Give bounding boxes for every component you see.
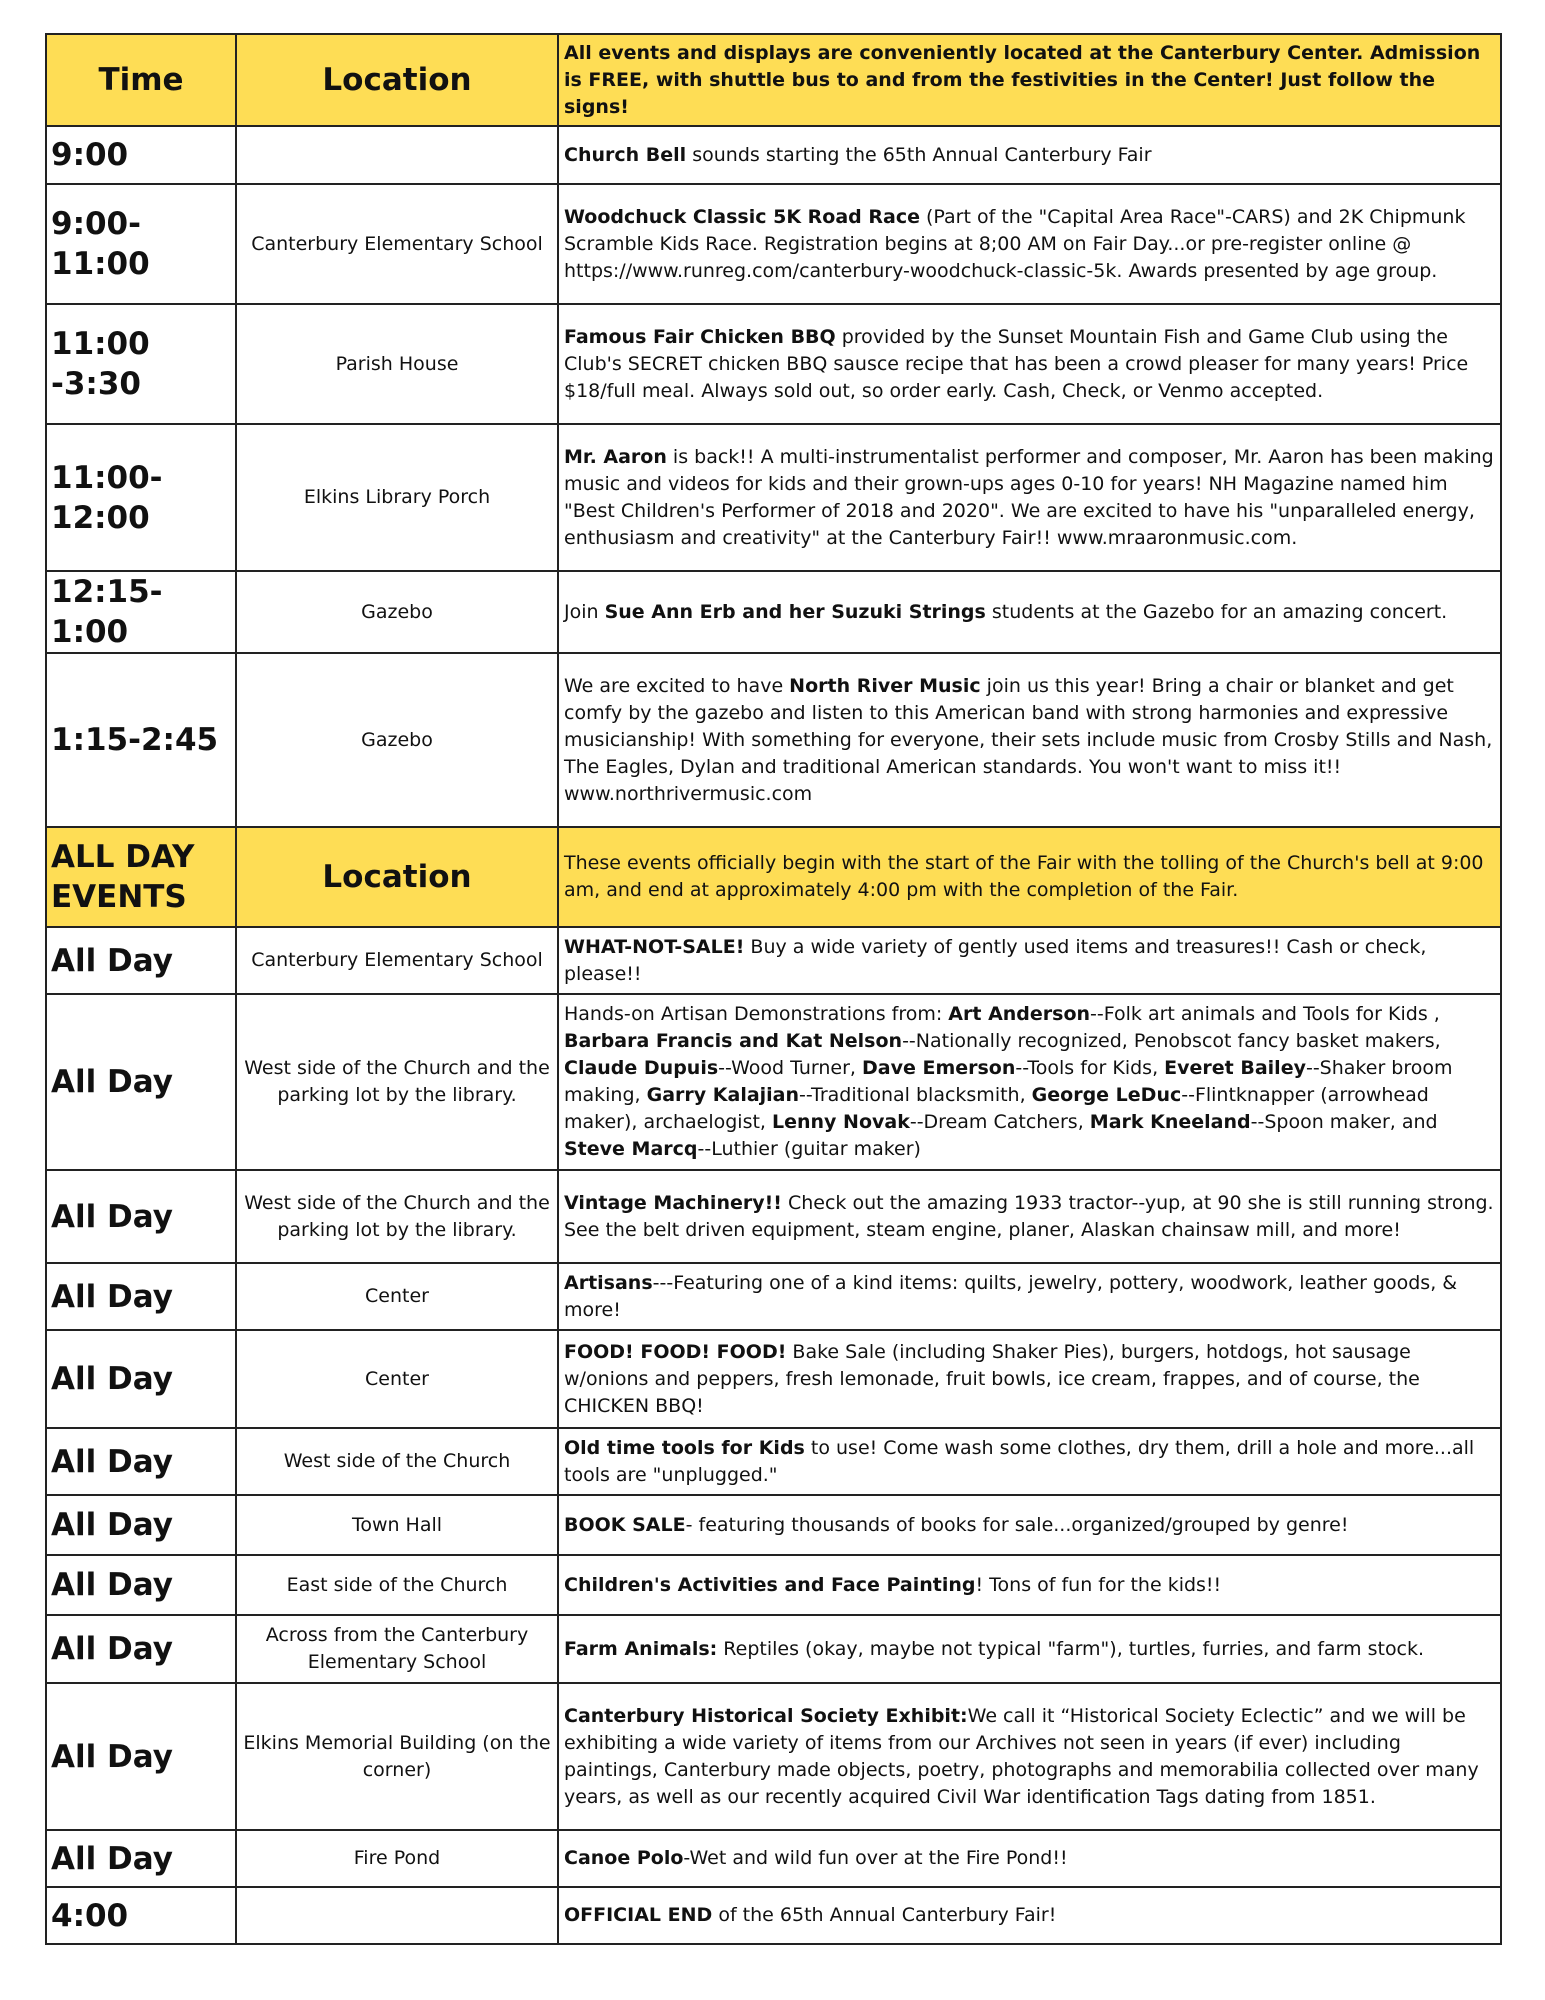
event-description: Canoe Polo-Wet and wild fun over at the Fire Pond!! — [558, 1830, 1501, 1887]
event-description: OFFICIAL END of the 65th Annual Canterbury Fair! — [558, 1887, 1501, 1944]
admission-note: All events and displays are conveniently located at the Canterbury Center. Admission is FREE, with shuttle bus to and from the festivities in the Center! Just follow the signs! — [558, 34, 1501, 126]
event-time: All Day — [46, 1830, 236, 1887]
timed-event-row — [46, 424, 1501, 571]
event-description: Hands-on Artisan Demonstrations from: Art Anderson--Folk art animals and Tools for Kids , Barbara Francis and Kat Nelson--Nationally recognized, Penobscot fancy basket makers, Claude Dupuis--Wood Turner, Dave Emerson--Tools for Kids, Everet Bailey--Shaker broom making, Garry Kalajian--Traditional blacksmith, George LeDuc--Flintknapper (arrowhead maker), archaelogist, Lenny Novak--Dream Catchers, Mark Kneeland--Spoon maker, and Steve Marcq--Luthier (guitar maker) — [558, 994, 1501, 1170]
event-description: BOOK SALE- featuring thousands of books for sale...organized/grouped by genre! — [558, 1495, 1501, 1555]
event-time: All Day — [46, 1428, 236, 1495]
event-location: Town Hall — [236, 1495, 558, 1555]
event-location: Across from the Canterbury Elementary School — [236, 1615, 558, 1683]
all-day-event-row — [46, 994, 1501, 1170]
all-day-event-row — [46, 1170, 1501, 1263]
timed-event-row — [46, 571, 1501, 653]
all-day-event-row — [46, 1330, 1501, 1428]
event-description: Mr. Aaron is back!! A multi-instrumentalist performer and composer, Mr. Aaron has been making music and videos for kids and their grown-ups ages 0-10 for years! NH Magazine named him "Best Children's Performer of 2018 and 2020". We are excited to have his "unparalleled energy, enthusiasm and creativity" at the Canterbury Fair!! www.mraaronmusic.com. — [558, 424, 1501, 571]
event-time: All Day — [46, 1263, 236, 1330]
closing-event-row — [46, 1887, 1501, 1944]
event-time: All Day — [46, 1555, 236, 1615]
event-description: We are excited to have North River Music join us this year! Bring a chair or blanket and get comfy by the gazebo and listen to this American band with strong harmonies and expressive musicianship! With something for everyone, their sets include music from Crosby Stills and Nash, The Eagles, Dylan and traditional American standards. You won't want to miss it!! www.northrivermusic.com — [558, 653, 1501, 827]
schedule-body — [46, 34, 1501, 1944]
event-location — [236, 126, 558, 184]
all-day-location-header: Location — [236, 827, 558, 927]
event-description: Woodchuck Classic 5K Road Race (Part of the "Capital Area Race"-CARS) and 2K Chipmunk Scramble Kids Race. Registration begins at 8;00 AM on Fair Day...or pre-register online @ https://www.runreg.com/canterbury-woodchuck-classic-5k. Awards presented by age group. — [558, 184, 1501, 304]
timed-event-row — [46, 304, 1501, 424]
all-day-event-row — [46, 1683, 1501, 1830]
event-time: All Day — [46, 1330, 236, 1428]
event-description: Artisans---Featuring one of a kind items: quilts, jewelry, pottery, woodwork, leather goods, & more! — [558, 1263, 1501, 1330]
all-day-event-row — [46, 1555, 1501, 1615]
event-location: West side of the Church — [236, 1428, 558, 1495]
location-column-header: Location — [236, 34, 558, 126]
event-time: 9:00 — [46, 126, 236, 184]
event-description: Canterbury Historical Society Exhibit:We call it “Historical Society Eclectic” and we will be exhibiting a wide variety of items from our Archives not seen in years (if ever) including paintings, Canterbury made objects, poetry, photographs and memorabilia collected over many years, as well as our recently acquired Civil War identification Tags dating from 1851. — [558, 1683, 1501, 1830]
all-day-header-row — [46, 827, 1501, 927]
timed-event-row — [46, 653, 1501, 827]
event-time: 11:00-12:00 — [46, 424, 236, 571]
event-location: West side of the Church and the parking lot by the library. — [236, 1170, 558, 1263]
event-time: All Day — [46, 1615, 236, 1683]
event-location: Center — [236, 1330, 558, 1428]
event-description: WHAT-NOT-SALE! Buy a wide variety of gently used items and treasures!! Cash or check, please!! — [558, 927, 1501, 994]
event-description: Farm Animals: Reptiles (okay, maybe not typical "farm"), turtles, furries, and farm stock. — [558, 1615, 1501, 1683]
event-location: Fire Pond — [236, 1830, 558, 1887]
event-location: Elkins Memorial Building (on the corner) — [236, 1683, 558, 1830]
event-location: East side of the Church — [236, 1555, 558, 1615]
event-time: All Day — [46, 1683, 236, 1830]
all-day-event-row — [46, 1830, 1501, 1887]
event-time: 9:00-11:00 — [46, 184, 236, 304]
timed-event-row — [46, 184, 1501, 304]
event-location: Elkins Library Porch — [236, 424, 558, 571]
timed-event-row — [46, 126, 1501, 184]
fair-schedule-table — [45, 33, 1502, 1945]
event-location: Gazebo — [236, 653, 558, 827]
event-description: Old time tools for Kids to use! Come wash some clothes, dry them, drill a hole and more...all tools are "unplugged." — [558, 1428, 1501, 1495]
time-column-header: Time — [46, 34, 236, 126]
schedule-header-row — [46, 34, 1501, 126]
all-day-event-row — [46, 1615, 1501, 1683]
all-day-event-row — [46, 1495, 1501, 1555]
event-location: Center — [236, 1263, 558, 1330]
event-time: All Day — [46, 1495, 236, 1555]
event-location: Gazebo — [236, 571, 558, 653]
event-time: 1:15-2:45 — [46, 653, 236, 827]
all-day-event-row — [46, 1428, 1501, 1495]
event-description: Famous Fair Chicken BBQ provided by the Sunset Mountain Fish and Game Club using the Club's SECRET chicken BBQ sausce recipe that has been a crowd pleaser for many years! Price $18/full meal. Always sold out, so order early. Cash, Check, or Venmo accepted. — [558, 304, 1501, 424]
event-time: 11:00 -3:30 — [46, 304, 236, 424]
event-description: Children's Activities and Face Painting! Tons of fun for the kids!! — [558, 1555, 1501, 1615]
all-day-event-row — [46, 1263, 1501, 1330]
event-description: Church Bell sounds starting the 65th Annual Canterbury Fair — [558, 126, 1501, 184]
event-time: 4:00 — [46, 1887, 236, 1944]
event-location: Canterbury Elementary School — [236, 927, 558, 994]
event-location: Parish House — [236, 304, 558, 424]
event-description: Join Sue Ann Erb and her Suzuki Strings students at the Gazebo for an amazing concert. — [558, 571, 1501, 653]
all-day-events-header: ALL DAY EVENTS — [46, 827, 236, 927]
all-day-event-row — [46, 927, 1501, 994]
event-location — [236, 1887, 558, 1944]
event-time: All Day — [46, 927, 236, 994]
event-description: Vintage Machinery!! Check out the amazing 1933 tractor--yup, at 90 she is still running strong. See the belt driven equipment, steam engine, planer, Alaskan chainsaw mill, and more! — [558, 1170, 1501, 1263]
event-time: 12:15-1:00 — [46, 571, 236, 653]
all-day-note: These events officially begin with the start of the Fair with the tolling of the Church's bell at 9:00 am, and end at approximately 4:00 pm with the completion of the Fair. — [558, 827, 1501, 927]
event-time: All Day — [46, 994, 236, 1170]
event-location: Canterbury Elementary School — [236, 184, 558, 304]
event-location: West side of the Church and the parking lot by the library. — [236, 994, 558, 1170]
event-description: FOOD! FOOD! FOOD! Bake Sale (including Shaker Pies), burgers, hotdogs, hot sausage w/onions and peppers, fresh lemonade, fruit bowls, ice cream, frappes, and of course, the CHICKEN BBQ! — [558, 1330, 1501, 1428]
event-time: All Day — [46, 1170, 236, 1263]
